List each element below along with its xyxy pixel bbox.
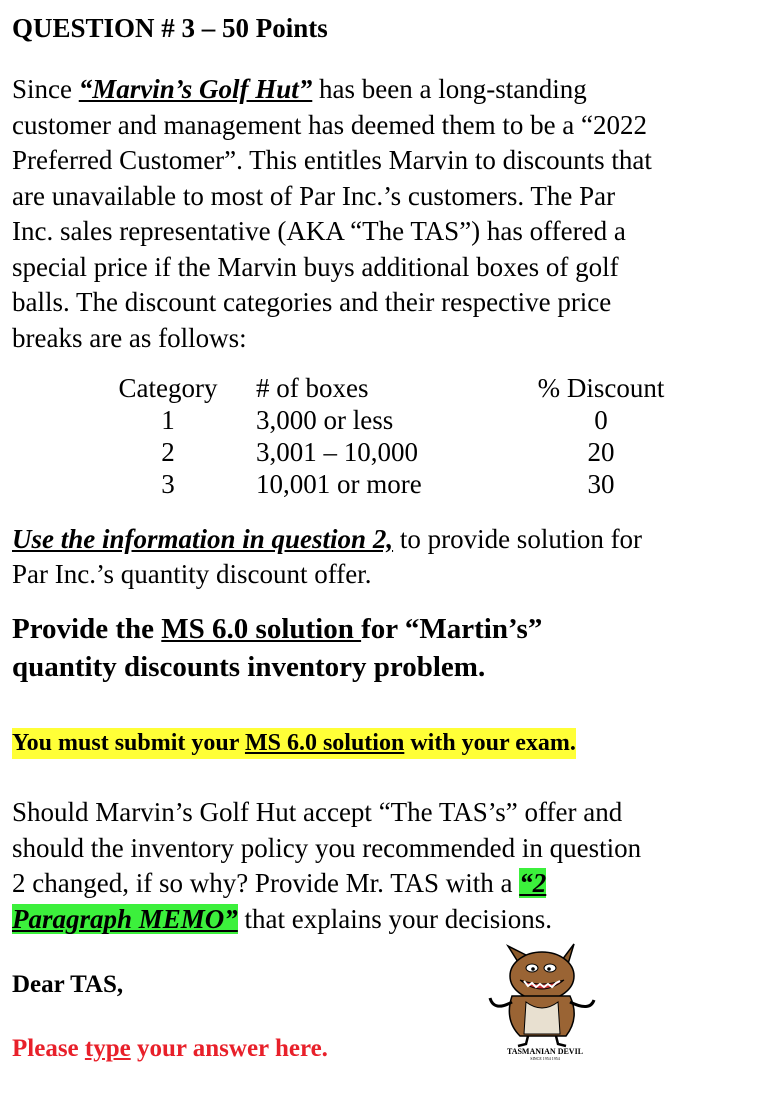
provide-line-1: Provide the MS 6.0 solution for “Martin’s” [12, 613, 543, 645]
should-line-3: 2 changed, if so why? Provide Mr. TAS with a “2 [12, 868, 547, 898]
tasmanian-devil-image [470, 940, 620, 1060]
answer-prompt: Please type your answer here. [12, 1035, 328, 1062]
table-row [100, 404, 686, 436]
header-category: Category [118, 373, 218, 403]
intro-line-4: are unavailable to most of Par Inc.’s customers. The Par [12, 180, 616, 211]
customer-name: “Marvin’s Golf Hut” [78, 74, 313, 104]
taz-subcaption: SINCE 1954 1954 [530, 1056, 560, 1060]
cell-category: 3 [161, 469, 175, 499]
question-heading: QUESTION # 3 – 50 Points [12, 13, 328, 43]
cell-boxes: 10,001 or more [256, 469, 422, 499]
memo-highlight: Paragraph MEMO” [12, 903, 238, 934]
intro-line-7: balls. The discount categories and their respective price [12, 287, 612, 317]
salutation: Dear TAS, [12, 971, 124, 998]
use-info-line-1: Use the information in question 2, to provide solution for [12, 524, 643, 554]
cell-discount: 0 [594, 405, 608, 435]
cell-boxes: 3,000 or less [256, 405, 394, 435]
intro-line-2: customer and management has deemed them to be a “2022 [12, 109, 648, 140]
header-boxes: # of boxes [256, 373, 369, 403]
tasmanian-devil-icon [470, 940, 620, 1060]
table-row [100, 468, 686, 500]
use-info-line-2: Par Inc.’s quantity discount offer. [12, 559, 372, 589]
table-row [100, 436, 686, 468]
cell-category: 2 [161, 437, 175, 467]
submit-notice: You must submit your MS 6.0 solution with your exam. [12, 728, 576, 759]
intro-line-8: breaks are as follows: [12, 322, 247, 353]
discount-table [100, 372, 686, 500]
should-line-2: should the inventory policy you recommended in question [12, 832, 642, 863]
question-2-reference: Use the information in question 2, [12, 524, 394, 554]
header-discount: % Discount [537, 373, 665, 403]
should-line-4: Paragraph MEMO” that explains your decisions. [12, 903, 552, 934]
cell-boxes: 3,001 – 10,000 [256, 437, 418, 467]
provide-line-2: quantity discounts inventory problem. [12, 651, 486, 683]
cell-category: 1 [161, 405, 175, 435]
taz-caption: TASMANIAN DEVIL [506, 1047, 584, 1056]
intro-line-3: Preferred Customer”. This entitles Marvin to discounts that [12, 145, 652, 175]
should-line-1: Should Marvin’s Golf Hut accept “The TAS’s” offer and [12, 797, 623, 827]
cell-discount: 20 [587, 437, 615, 467]
cell-discount: 30 [587, 469, 615, 499]
memo-highlight: “2 [519, 868, 547, 898]
intro-line-1: Since “Marvin’s Golf Hut” has been a long-standing [12, 74, 587, 104]
table-header-row [100, 372, 686, 404]
intro-line-6: special price if the Marvin buys additional boxes of golf [12, 251, 619, 282]
intro-line-5: Inc. sales representative (AKA “The TAS”) has offered a [12, 216, 626, 246]
